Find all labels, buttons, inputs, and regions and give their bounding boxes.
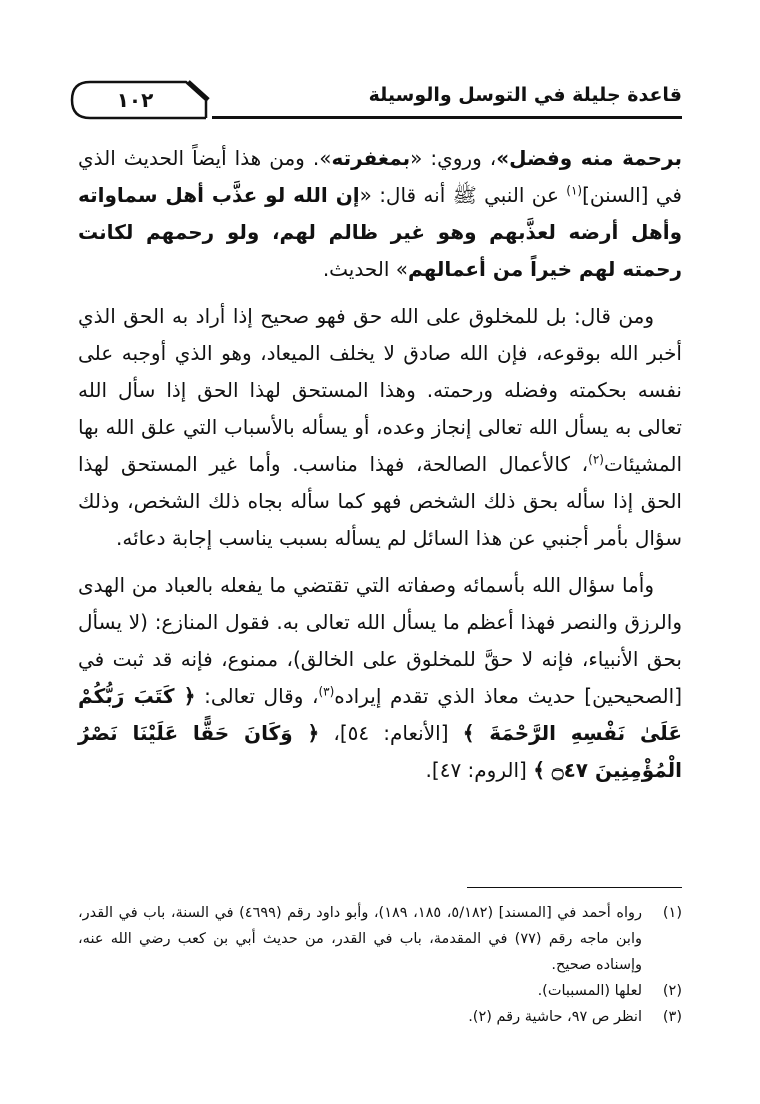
footnote-2 [78,978,682,1004]
paragraph-1 [78,140,682,288]
text-run: عن النبي ﷺ أنه قال: « [359,183,567,207]
footnote-number: (٢) [662,983,682,999]
text-run: ، كالأعمال الصالحة، فهذا مناسب. وأما غير المستحق لهذا الحق إذا سأله بحق ذلك الشخص فهو كما سأله بجاه ذلك الشخص، وذلك سؤال بأمر أجنبي عن هذا السائل لم يسأله بسبب يناسب إجابة دعائه. [78,452,682,550]
footnote-ref[interactable]: (١) [566,183,583,198]
text-run: وأما سؤال الله بأسمائه وصفاته التي تقتضي ما يفعله بالعباد من الهدى والرزق والنصر فهذا أعظم ما يسأل الله تعالى به. فقول المنازع: (لا يسأل بحق الأنبياء، فإنه لا حقَّ للمخلوق على الخالق)، ممنوع، فإنه قد ثبت في [الصحيحين] حديث معاذ الذي تقدم إيراده [78,573,683,708]
page-number: ١٠٢ [116,88,154,112]
text-run: ، وقال تعالى: [195,684,319,708]
quran-verse: ﴿ كَتَبَ رَبُّكُمْ عَلَىٰ نَفْسِهِ الرَّحْمَةَ ﴾ [78,684,683,745]
footnote-1 [78,900,682,978]
footnote-3 [78,1004,682,1030]
running-title: قاعدة جليلة في التوسل والوسيلة [368,84,682,106]
text-run: [الأنعام: ٥٤]، [319,721,463,745]
quran-verse: ﴿ وَكَانَ حَقًّا عَلَيْنَا نَصْرُ الْمُؤْمِنِينَ ۝٤٧ ﴾ [78,721,682,782]
text-run: [الروم: ٤٧]. [425,758,534,782]
text-run: ومن قال: بل للمخلوق على الله حق فهو صحيح إذا أراد به الحق الذي أخبر الله بوقوعه، فإن الله صادق لا يخلف الميعاد، وهو الذي أوجبه على نفسه بحكمته وفضله ورحمته. وهذا المستحق لهذا الحق إذا سأل الله تعالى به يسأل الله تعالى إنجاز وعده، أو يسأله بالأسباب التي علق الله بها المشيئات [78,304,682,476]
text-run: ». ومن هذا أيضاً الحديث الذي في [السنن] [78,146,682,207]
footnote-number: (١) [662,905,682,921]
footnotes [78,900,682,1030]
page-header [0,68,760,126]
text-run: » الحديث. [322,257,409,281]
paragraph-2 [78,298,682,557]
footnote-number: (٣) [662,1009,682,1025]
text-run: إن الله لو عذَّب أهل سماواته وأهل أرضه لعذَّبهم وهو غير ظالم لهم، ولو رحمهم لكانت رحمته لهم خيراً من أعمالهم [78,183,682,281]
footnote-ref[interactable]: (٢) [588,452,604,467]
paragraph-3 [78,567,682,789]
text-run: بمغفرته [331,146,411,170]
footnote-text: انظر ص ٩٧، حاشية رقم (٢). [468,1009,642,1025]
footnote-ref[interactable]: (٣) [318,684,335,699]
page-number-badge [68,78,213,122]
main-text [78,140,682,799]
header-rule [212,116,682,119]
text-run: برحمة منه وفضل» [496,146,682,170]
text-run: ، وروي: « [410,146,497,170]
footnote-separator [467,887,682,888]
footnote-text: لعلها (المسببات). [537,983,642,999]
footnote-text: رواه أحمد في [المسند] (٥/١٨٢، ١٨٥، ١٨٩)، وأبو داود رقم (٤٦٩٩) في السنة، باب في القدر، وابن ماجه رقم (٧٧) في المقدمة، باب في القدر، من حديث أبي بن كعب رضي الله عنه، وإسناده صحيح. [78,905,642,973]
